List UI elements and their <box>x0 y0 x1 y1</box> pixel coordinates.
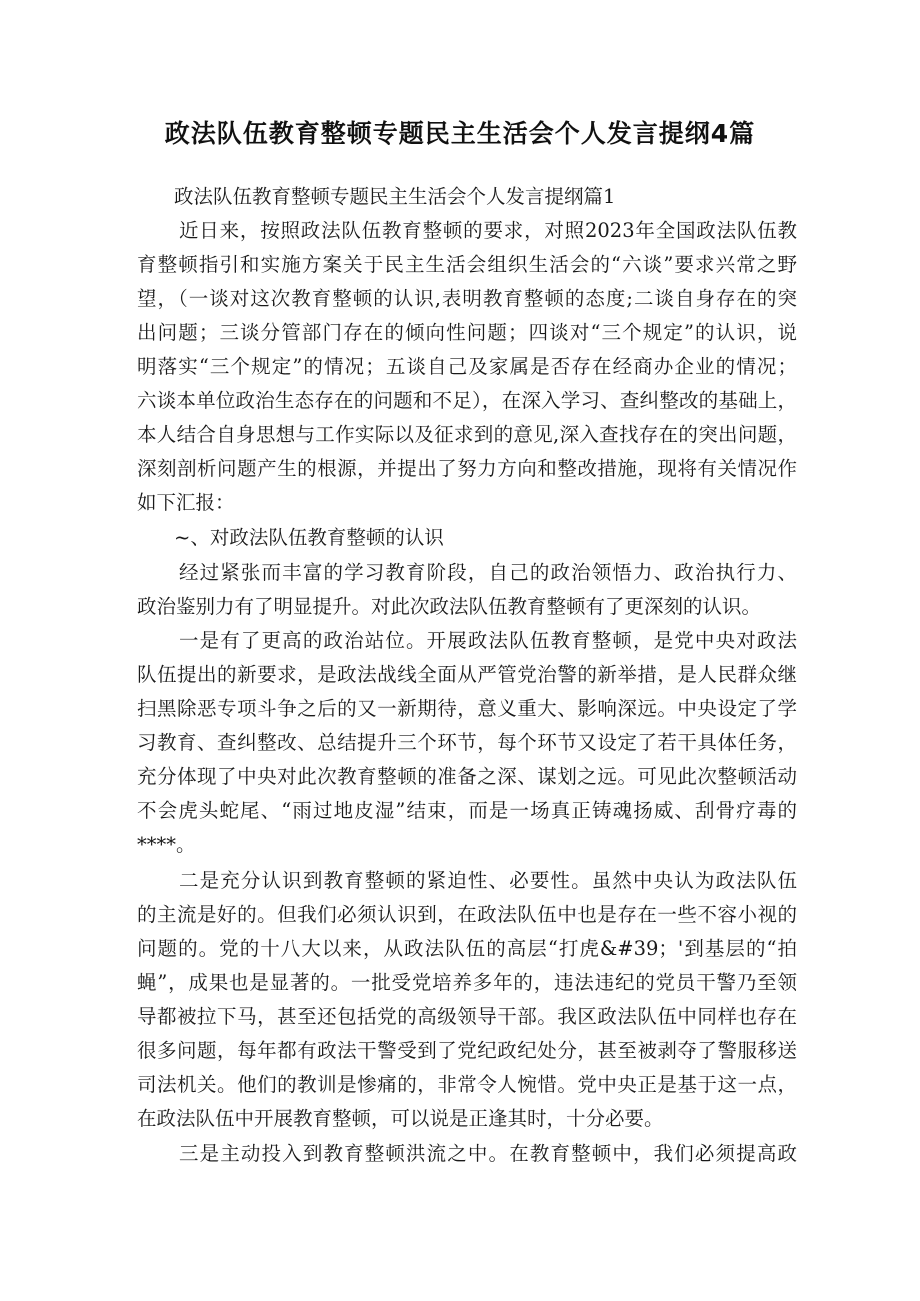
paragraph-line: 充分体现了中央对此次教育整顿的准备之深、谋划之远。可见此次整顿活动 <box>137 765 797 788</box>
paragraph-line: 经过紧张而丰富的学习教育阶段，自己的政治领悟力、政治执行力、 <box>179 561 797 584</box>
paragraph-line: 习教育、查纠整改、总结提升三个环节，每个环节又设定了若干具体任务， <box>137 731 797 754</box>
paragraph-line: 出问题；三谈分管部门存在的倾向性问题；四谈对“三个规定”的认识，说 <box>137 321 797 344</box>
paragraph-line: 问题的。党的十八大以来，从政法队伍的高层“打虎&#39；'到基层的“拍 <box>137 937 797 960</box>
paragraph-line: 本人结合自身思想与工作实际以及征求到的意见,深入查找存在的突出问题， <box>137 423 797 446</box>
paragraph-line: 队伍提出的新要求，是政法战线全面从严管党治警的新举措，是人民群众继 <box>137 663 797 686</box>
paragraph-line: 深刻剖析问题产生的根源，并提出了努力方向和整改措施，现将有关情况作 <box>137 457 797 480</box>
paragraph-line: 三是主动投入到教育整顿洪流之中。在教育整顿中，我们必须提高政 <box>179 1142 797 1165</box>
paragraph-line: 望，（一谈对这次教育整顿的认识,表明教育整顿的态度;二谈自身存在的突 <box>137 287 797 310</box>
section-heading: ~、对政法队伍教育整顿的认识 <box>174 526 444 549</box>
paragraph-line: 在政法队伍中开展教育整顿，可以说是正逢其时，十分必要。 <box>137 1107 664 1130</box>
document-subtitle: 政法队伍教育整顿专题民主生活会个人发言提纲篇1 <box>174 185 616 208</box>
document-title: 政法队伍教育整顿专题民主生活会个人发言提纲4篇 <box>164 119 756 148</box>
paragraph-line: 蝇”，成果也是显著的。一批受党培养多年的，违法违纪的党员干警乃至领 <box>137 971 797 994</box>
paragraph-line: ****。 <box>137 833 196 856</box>
paragraph-line: 导都被拉下马，甚至还包括党的高级领导干部。我区政法队伍中同样也存在 <box>137 1005 797 1028</box>
paragraph-line: 很多问题，每年都有政法干警受到了党纪政纪处分，甚至被剥夺了警服移送 <box>137 1039 797 1062</box>
paragraph-line: 六谈本单位政治生态存在的问题和不足），在深入学习、查纠整改的基础上， <box>137 389 797 412</box>
paragraph-line: 不会虎头蛇尾、“雨过地皮湿”结束，而是一场真正铸魂扬威、刮骨疗毒的 <box>137 799 797 822</box>
paragraph-line: 一是有了更高的政治站位。开展政法队伍教育整顿，是党中央对政法 <box>179 629 797 652</box>
paragraph-line: 如下汇报： <box>137 491 235 514</box>
paragraph-line: 近日来，按照政法队伍教育整顿的要求，对照2023年全国政法队伍教 <box>179 219 797 242</box>
paragraph-line: 政治鉴别力有了明显提升。对此次政法队伍教育整顿有了更深刻的认识。 <box>137 595 762 618</box>
paragraph-line: 育整顿指引和实施方案关于民主生活会组织生活会的“六谈”要求兴常之野 <box>137 253 797 276</box>
paragraph-line: 的主流是好的。但我们必须认识到，在政法队伍中也是存在一些不容小视的 <box>137 903 797 926</box>
paragraph-line: 明落实“三个规定”的情况；五谈自己及家属是否存在经商办企业的情况； <box>137 355 797 378</box>
paragraph-line: 司法机关。他们的教训是惨痛的，非常令人惋惜。党中央正是基于这一点， <box>137 1073 797 1096</box>
paragraph-line: 扫黑除恶专项斗争之后的又一新期待，意义重大、影响深远。中央设定了学 <box>137 697 797 720</box>
paragraph-line: 二是充分认识到教育整顿的紧迫性、必要性。虽然中央认为政法队伍 <box>179 869 797 892</box>
